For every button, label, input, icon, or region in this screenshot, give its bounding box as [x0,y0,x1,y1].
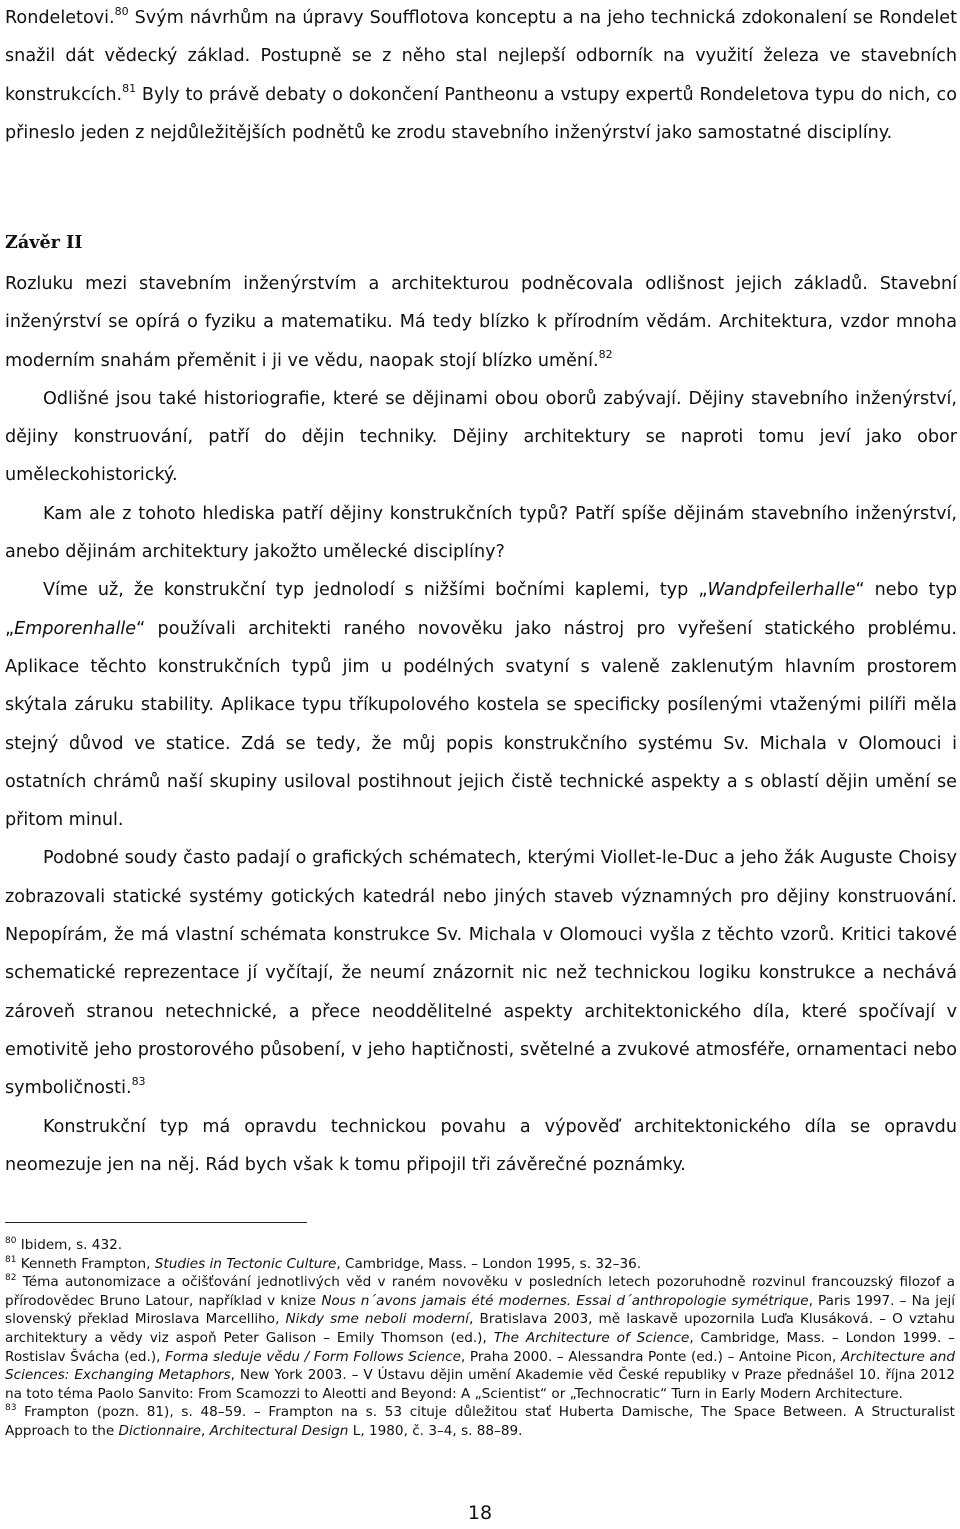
footnote-title: The Architecture of Science [493,1329,690,1346]
text-run: Svým návrhům na úpravy Soufflotova konceptu a na jeho technická zdokonalení se Rondelet snažil dát vědecký základ. Postupně se z něho stal nejlepší odborník na využití železa ve stavebních konstrukcích. [5,8,957,105]
footnote-text: , Praha 2000. – Alessandra Ponte (ed.) – Antoine Picon, [460,1348,841,1365]
footnote-title: Dictionnaire [118,1422,201,1439]
paragraph-3: Kam ale z tohoto hlediska patří dějiny konstrukčních typů? Patří spíše dějinám stavebního inženýrství, anebo dějinám architektury jakožto umělecké disciplíny? [5,503,957,563]
italic-term: Wandpfeilerhalle [707,580,856,601]
footnote-ref-83[interactable]: 83 [131,1075,146,1089]
footnote-text: Kenneth Frampton, [16,1255,155,1272]
italic-term: Emporenhalle [14,618,137,639]
page-number: 18 [467,1502,493,1524]
footnote-title: Architectural Design [209,1422,349,1439]
paragraph-1 [5,265,957,380]
footnote-number: 81 [5,1254,17,1265]
footnote-number: 82 [5,1273,17,1284]
footnote-text: , Bratislava 2003, mě laskavě upozornila Luďa Klusáková. – O vztahu architektury a vědy viz aspoň Peter Galison – Emily Thomson (ed.), [5,1311,955,1346]
paragraph-4 [5,571,957,839]
footnote-80 [5,1236,955,1255]
footnote-82 [5,1273,955,1403]
text-run: Rozluku mezi stavebním inženýrstvím a architekturou podněcovala odlišnost jejich základů. Stavební inženýrství se opírá o fyziku a matematiku. Má tedy blízko k přírodním vědám. Architektura, vzdor mnoha moderním snahám přeměnit i ji ve vědu, naopak stojí blízko umění. [5,274,957,371]
text-run: Byly to právě debaty o dokončení Pantheonu a vstupy expertů Rondeletova typu do nich, co přineslo jeden z nejdůležitějších podnětů ke zrodu stavebního inženýrství jako samostatné disciplíny. [5,84,957,143]
footnote-text: , [200,1422,210,1439]
footnote-title: Forma sleduje vědu / Form Follows Science [165,1348,461,1365]
footnote-title: Architecture and Sciences: Exchanging Metaphors [5,1348,956,1384]
text-run: “ používali architekti raného novověku jako nástroj pro vyřešení statického problému. Aplikace těchto konstrukčních typů jim u podélných svatyní s valeně zaklenutým hlavním prostorem skýtala záruku stability. Aplikace typu tříkupolového kostela se specificky posílenými vtaženými pilíři měla stejný důvod ve statice. Zdá se tedy, že můj popis konstrukčního systému Sv. Michala v Olomouci i ostatních chrámů naší skupiny usiloval postihnout jejich čistě technické aspekty a s oblastí dějin umění se přitom minul. [5,618,957,831]
footnote-title: Nous n´avons jamais été modernes. Essai d´anthropologie symétrique [321,1292,809,1309]
footnote-text: Frampton (pozn. 81), s. 48–59. – Frampton na s. 53 cituje důležitou stať Huberta Damische, The Space Between. A Structuralist Approach to the [5,1404,955,1439]
footnote-text: L, 1980, č. 3–4, s. 88–89. [348,1422,523,1439]
paragraph-2: Odlišné jsou také historiografie, které se dějinami obou oborů zabývají. Dějiny stavebního inženýrství, dějiny konstruování, patří do dějin techniky. Dějiny architektury se naproti tomu jeví jako obor uměleckohistorický. [5,388,957,486]
footnote-81 [5,1255,955,1274]
footnote-ref-82[interactable]: 82 [598,347,613,361]
footnote-text: , Cambridge, Mass. – London 1995, s. 32–36. [336,1255,642,1272]
text-run: Víme už, že konstrukční typ jednolodí s nižšími bočními kaplemi, typ „ [43,580,708,601]
footnote-text: Téma autonomizace a očišťování jednotlivých věd v raném novověku v posledních letech pozoruhodně rozvinul francouzský filozof a přírodovědec Bruno Latour, například v knize [5,1274,955,1309]
paragraph-intro [5,0,957,152]
footnote-text: , Paris 1997. – Na její slovenský překlad Miroslava Marcelliho, [5,1292,955,1328]
footnote-text: , New York 2003. – V Ústavu dějin umění Akademie věd České republiky v Praze přednášel 10. října 2012 na toto téma Paolo Sanvito: From Scamozzi to Aleotti and Beyond: A „Scientist“ or „Technocratic“ Turn in Early Modern Architecture. [5,1367,955,1402]
footnote-number: 80 [5,1236,17,1246]
footnote-ref-80[interactable]: 80 [114,5,129,18]
footnotes [5,1236,955,1441]
footnote-text: , Cambridge, Mass. – London 1999. – Rostislav Švácha (ed.), [5,1329,955,1365]
footnote-number: 83 [5,1403,17,1414]
footnote-ref-81[interactable]: 81 [122,81,137,95]
footnote-title: Nikdy sme neboli moderní [285,1311,470,1328]
text-run: Rondeletovi. [5,8,115,28]
body-text-main [5,265,957,1184]
footnote-separator [5,1222,307,1223]
footnote-title: Studies in Tectonic Culture [154,1255,337,1272]
paragraph-5 [5,839,957,1107]
body-text-top [5,0,957,152]
text-run: “ nebo typ „ [5,580,957,639]
section-heading: Závěr II [5,232,83,253]
paragraph-6: Konstrukční typ má opravdu technickou povahu a výpověď architektonického díla se opravdu neomezuje jen na něj. Rád bych však k tomu připojil tři závěrečné poznámky. [5,1116,957,1175]
footnote-83 [5,1403,955,1440]
footnote-text: Ibidem, s. 432. [16,1237,123,1253]
text-run: Podobné soudy často padají o grafických schématech, kterými Viollet-le-Duc a jeho žák Auguste Choisy zobrazovali statické systémy gotických katedrál nebo jiných staveb významných pro dějiny konstruování. Nepopírám, že má vlastní schémata konstrukce Sv. Michala v Olomouci vyšla z těchto vzorů. Kritici takové schematické reprezentace jí vyčítají, že neumí znázornit nic než technickou logiku konstrukce a nechává zároveň stranou netechnické, a přece neoddělitelné aspekty architektonického díla, které spočívají v emotivitě jeho prostorového působení, v jeho haptičnosti, světelné a zvukové atmosféře, ornamentaci nebo symboličnosti. [5,848,957,1099]
